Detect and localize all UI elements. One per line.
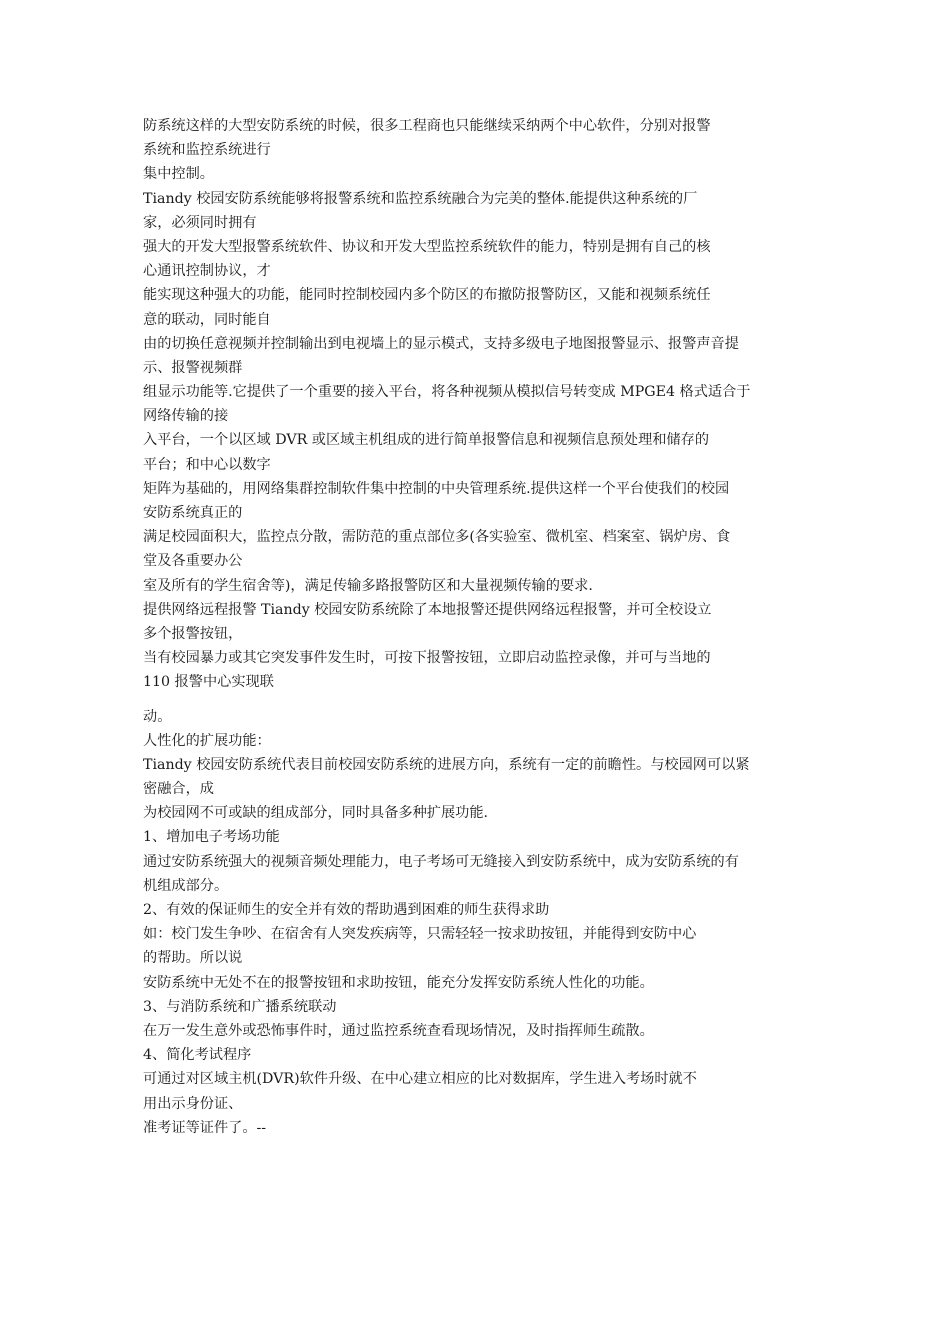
text-line: 机组成部分。 [143, 877, 229, 894]
text-line: 如：校门发生争吵、在宿舍有人突发疾病等，只需轻轻一按求助按钮，并能得到安防中心 [143, 926, 697, 943]
text-line: 可通过对区域主机(DVR)软件升级、在中心建立相应的比对数据库，学生进入考场时就不 [143, 1071, 697, 1088]
text-line: 矩阵为基础的，用网络集群控制软件集中控制的中央管理系统.提供这样一个平台使我们的校园 [143, 480, 730, 497]
text-line: 当有校园暴力或其它突发事件发生时，可按下报警按钮，立即启动监控录像，并可与当地的 [143, 650, 711, 667]
text-line: 集中控制。 [143, 166, 214, 183]
text-line: 安防系统真正的 [143, 505, 243, 521]
text-line: 准考证等证件了。-- [143, 1119, 267, 1136]
list-heading: 4、简化考试程序 [143, 1047, 252, 1064]
text-line: 入平台，一个以区域 DVR 或区域主机组成的进行简单报警信息和视频信息预处理和储存的 [143, 432, 710, 449]
document-body [143, 114, 819, 1140]
text-line: 心通讯控制协议，才 [143, 263, 271, 280]
list-heading: 3、与消防系统和广播系统联动 [143, 998, 337, 1015]
text-line: 室及所有的学生宿舍等)，满足传输多路报警防区和大量视频传输的要求. [143, 577, 593, 594]
text-line: 密融合，成 [143, 781, 214, 798]
text-line: 意的联动，同时能自 [143, 311, 271, 328]
text-line: 平台；和中心以数字 [143, 456, 271, 473]
text-line: 强大的开发大型报警系统软件、协议和开发大型监控系统软件的能力，特别是拥有自己的核 [143, 238, 711, 255]
text-line: Tiandy 校园安防系统能够将报警系统和监控系统融合为完美的整体.能提供这种系统的厂 [143, 190, 698, 207]
text-line: 网络传输的接 [143, 408, 229, 425]
text-line: Tiandy 校园安防系统代表目前校园安防系统的进展方向，系统有一定的前瞻性。与校园网可以紧 [143, 756, 750, 773]
text-line: 满足校园面积大，监控点分散，需防范的重点部位多(各实验室、微机室、档案室、锅炉房、食 [143, 529, 731, 546]
text-line: 由的切换任意视频并控制输出到电视墙上的显示模式，支持多级电子地图报警显示、报警声音提 [143, 335, 739, 352]
text-line: 多个报警按钮， [143, 625, 243, 642]
text-line: 在万一发生意外或恐怖事件时，通过监控系统查看现场情况，及时指挥师生疏散。 [143, 1022, 654, 1039]
text-line: 用出示身份证、 [143, 1095, 243, 1112]
text-line: 安防系统中无处不在的报警按钮和求助按钮，能充分发挥安防系统人性化的功能。 [143, 974, 654, 991]
text-line: 系统和监控系统进行 [143, 142, 271, 159]
section-heading: 人性化的扩展功能： [143, 732, 271, 749]
text-line: 能实现这种强大的功能，能同时控制校园内多个防区的布撤防报警防区，又能和视频系统任 [143, 287, 711, 304]
text-line: 示、报警视频群 [143, 359, 243, 376]
text-line: 通过安防系统强大的视频音频处理能力，电子考场可无缝接入到安防系统中，成为安防系统的有 [143, 853, 739, 870]
list-heading: 1、增加电子考场功能 [143, 829, 280, 846]
paragraph-gap [143, 695, 819, 705]
list-heading: 2、有效的保证师生的安全并有效的帮助遇到困难的师生获得求助 [143, 902, 550, 918]
text-line: 动。 [143, 708, 172, 725]
text-line: 的帮助。所以说 [143, 950, 243, 967]
text-line: 家，必须同时拥有 [143, 214, 257, 231]
text-line: 提供网络远程报警 Tiandy 校园安防系统除了本地报警还提供网络远程报警，并可全校设立 [143, 601, 712, 618]
text-line: 堂及各重要办公 [143, 553, 243, 570]
text-line: 防系统这样的大型安防系统的时候，很多工程商也只能继续采纳两个中心软件，分别对报警 [143, 118, 711, 134]
text-line: 为校园网不可或缺的组成部分，同时具备多种扩展功能. [143, 805, 489, 822]
text-line: 110 报警中心实现联 [143, 674, 274, 691]
text-line: 组显示功能等.它提供了一个重要的接入平台，将各种视频从模拟信号转变成 MPGE4 格式适合于 [143, 384, 751, 401]
